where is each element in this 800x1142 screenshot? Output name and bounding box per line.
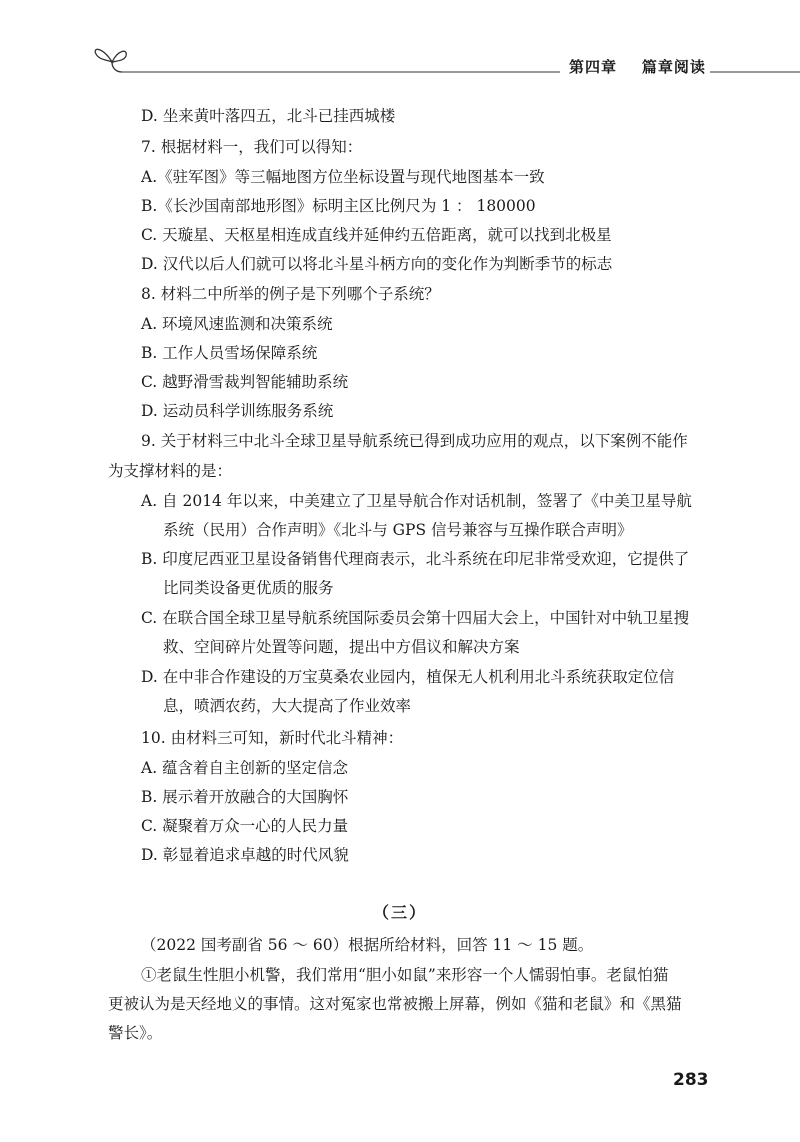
- option-line: A. 环境风速监测和决策系统: [141, 315, 333, 333]
- option-line-cont: 息，喷洒农药，大大提高了作业效率: [163, 697, 412, 715]
- sprout-icon: [95, 49, 126, 72]
- passage-line: 更被认为是天经地义的事情。这对冤家也常被搬上屏幕，例如《猫和老鼠》和《黑猫: [108, 995, 682, 1013]
- chapter-number: 第四章: [569, 58, 618, 76]
- question-line: 9. 关于材料三中北斗全球卫星导航系统已得到成功应用的观点，以下案例不能作: [141, 432, 688, 450]
- chapter-title: 篇章阅读: [641, 58, 706, 76]
- option-line: D. 汉代以后人们就可以将北斗星斗柄方向的变化作为判断季节的标志: [141, 255, 613, 273]
- passage-line: 警长》。: [108, 1024, 163, 1042]
- chapter-heading: [565, 56, 710, 77]
- question-line: 10. 由材料三可知，新时代北斗精神：: [141, 729, 404, 747]
- option-line: B.《长沙国南部地形图》标明主区比例尺为 1 ： 180000: [141, 197, 536, 215]
- option-line: C. 越野滑雪裁判智能辅助系统: [141, 373, 349, 391]
- page-header: [0, 0, 800, 90]
- option-line: C. 凝聚着万众一心的人民力量: [141, 817, 349, 835]
- section-title: （三）: [372, 903, 427, 922]
- option-line-cont: 比同类设备更优质的服务: [163, 579, 334, 597]
- option-line: A. 自 2014 年以来，中美建立了卫星导航合作对话机制，签署了《中美卫星导航: [141, 492, 692, 510]
- option-line: D. 彰显着追求卓越的时代风貌: [141, 846, 349, 864]
- option-line-cont: 系统（民用）合作声明》《北斗与 GPS 信号兼容与互操作联合声明》: [163, 521, 633, 539]
- question-line: 7. 根据材料一，我们可以得知：: [141, 138, 363, 156]
- option-line: D. 在中非合作建设的万宝莫桑农业园内，植保无人机利用北斗系统获取定位信: [141, 668, 675, 686]
- passage-intro: （2022 国考副省 56 ～ 60）根据所给材料，回答 11 ～ 15 题。: [141, 936, 594, 954]
- option-line: C. 天璇星、天枢星相连成直线并延伸约五倍距离，就可以找到北极星: [141, 226, 612, 244]
- option-line: D. 运动员科学训练服务系统: [141, 402, 334, 420]
- option-line: D. 坐来黄叶落四五，北斗已挂西城楼: [141, 107, 396, 125]
- option-line: B. 工作人员雪场保障系统: [141, 344, 318, 362]
- option-line: A. 蕴含着自主创新的坚定信念: [141, 759, 349, 777]
- page-number: 283: [673, 1070, 709, 1090]
- option-line: C. 在联合国全球卫星导航系统国际委员会第十四届大会上，中国针对中轨卫星搜: [141, 609, 690, 627]
- option-line: B. 展示着开放融合的大国胸怀: [141, 788, 349, 806]
- option-line-cont: 救、空间碎片处置等问题，提出中方倡议和解决方案: [163, 638, 520, 656]
- passage-line: ①老鼠生性胆小机警，我们常用“胆小如鼠”来形容一个人懦弱怕事。老鼠怕猫: [141, 966, 669, 984]
- question-line-cont: 为支撑材料的是：: [108, 462, 233, 480]
- option-line: A.《驻军图》等三幅地图方位坐标设置与现代地图基本一致: [141, 168, 545, 186]
- question-line: 8. 材料二中所举的例子是下列哪个子系统？: [141, 285, 440, 303]
- option-line: B. 印度尼西亚卫星设备销售代理商表示，北斗系统在印尼非常受欢迎，它提供了: [141, 550, 690, 568]
